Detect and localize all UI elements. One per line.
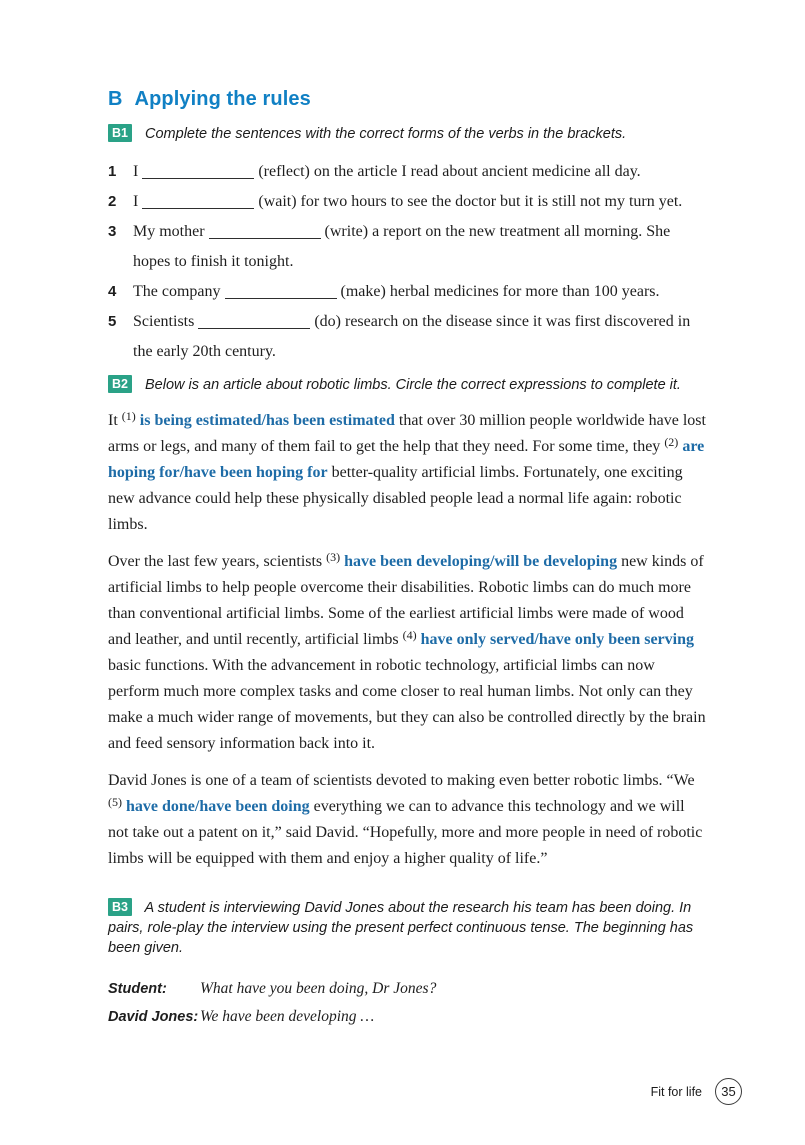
book-title: Fit for life [650, 1084, 702, 1099]
dialogue-row [108, 975, 706, 1003]
exercise-b1-badge: B1 [108, 124, 132, 142]
dialogue-line: We have been developing … [200, 1008, 375, 1025]
article-paragraph [108, 408, 706, 538]
text-run: new kinds of artificial limbs to help people overcome their disabilities. Robotic limbs can do much more than conventional artificial limbs. Some of the earliest artificial limbs were made of wood and leather, and until recently, artificial limbs [108, 553, 704, 648]
answer-blank [209, 226, 321, 239]
text-run: My mother [133, 223, 209, 240]
text-run: (wait) for two hours to see the doctor but it is still not my turn yet. [254, 193, 683, 210]
section-heading [108, 88, 706, 111]
dialogue-row [108, 1003, 706, 1031]
dialogue-line: What have you been doing, Dr Jones? [200, 980, 437, 997]
choice-options: have done/have been doing [126, 798, 310, 815]
text-run: I [133, 163, 143, 180]
item-text [133, 157, 706, 187]
section-title: Applying the rules [134, 88, 311, 110]
text-run: It [108, 412, 122, 429]
exercise-item [108, 307, 706, 367]
exercise-b2-header [108, 375, 706, 395]
choice-options: have only served/have only been serving [420, 631, 694, 648]
text-run: I [133, 193, 143, 210]
choice-options: are hoping for/have been hoping for [108, 438, 705, 481]
answer-blank [198, 316, 310, 329]
answer-blank [225, 286, 337, 299]
exercise-b1-header [108, 124, 706, 144]
answer-blank [142, 196, 254, 209]
exercise-b3 [108, 898, 706, 1031]
text-run: better-quality artificial limbs. Fortunately, one exciting new advance could help these physically disabled people lead a normal life again: robotic limbs. [108, 464, 683, 533]
exercise-b3-badge: B3 [108, 898, 132, 916]
item-number: 4 [108, 283, 117, 300]
b2-article [108, 408, 706, 872]
item-text [133, 277, 706, 307]
choice-number: (4) [402, 628, 417, 642]
exercise-b2-instruction: Below is an article about robotic limbs. Circle the correct expressions to complete it. [145, 377, 681, 393]
choice-options: have been developing/will be developing [344, 553, 618, 570]
exercise-b3-instruction: A student is interviewing David Jones about the research his team has been doing. In pairs, role-play the interview using the present perfect continuous tense. The beginning has been given. [108, 900, 694, 956]
exercise-item [108, 187, 706, 217]
text-run: (make) herbal medicines for more than 100 years. [336, 283, 660, 300]
text-run: (write) a report on the new treatment all morning. She hopes to finish it tonight. [133, 223, 671, 270]
text-run: David Jones is one of a team of scientists devoted to making even better robotic limbs. “We [108, 772, 695, 789]
item-number: 2 [108, 193, 117, 210]
item-number: 1 [108, 163, 117, 180]
text-run: The company [133, 283, 225, 300]
item-text [133, 307, 706, 367]
choice-number: (1) [121, 409, 136, 423]
article-paragraph [108, 768, 706, 872]
item-number: 5 [108, 313, 117, 330]
text-run: everything we can to advance this technology and we will not take out a patent on it,” said David. “Hopefully, more and more people in need of robotic limbs will be equipped with them and enjoy a higher quality of life.” [108, 798, 703, 867]
answer-blank [142, 166, 254, 179]
text-run: Over the last few years, scientists [108, 553, 327, 570]
page-content [108, 88, 706, 1031]
exercise-b3-header [108, 898, 706, 958]
choice-number: (2) [664, 435, 679, 449]
choice-options: is being estimated/has been estimated [139, 412, 395, 429]
text-run: Scientists [133, 313, 199, 330]
b3-dialogue [108, 975, 706, 1031]
article-paragraph [108, 549, 706, 757]
exercise-b1-instruction: Complete the sentences with the correct forms of the verbs in the brackets. [145, 126, 627, 142]
exercise-b2-badge: B2 [108, 375, 132, 393]
item-text [133, 217, 706, 277]
b1-items [108, 157, 706, 367]
speaker-label: Student: [108, 981, 167, 997]
item-number: 3 [108, 223, 117, 240]
speaker-label: David Jones: [108, 1009, 199, 1025]
exercise-item [108, 157, 706, 187]
choice-number: (3) [326, 550, 341, 564]
page-footer [651, 1078, 742, 1105]
item-text [133, 187, 706, 217]
section-letter: B [108, 88, 123, 110]
text-run: that over 30 million people worldwide have lost arms or legs, and many of them fail to get the help that they need. For some time, they [108, 412, 706, 455]
exercise-item [108, 217, 706, 277]
text-run: (do) research on the disease since it was first discovered in the early 20th century. [133, 313, 691, 360]
page-number-badge: 35 [715, 1078, 742, 1105]
exercise-item [108, 277, 706, 307]
text-run: (reflect) on the article I read about ancient medicine all day. [254, 163, 641, 180]
text-run: basic functions. With the advancement in robotic technology, artificial limbs can now perform much more complex tasks and come closer to real human limbs. Not only can they make a much wider range of movements, but they can also be controlled directly by the brain and feed sensory information back into it. [108, 657, 706, 752]
choice-number: (5) [108, 795, 122, 809]
